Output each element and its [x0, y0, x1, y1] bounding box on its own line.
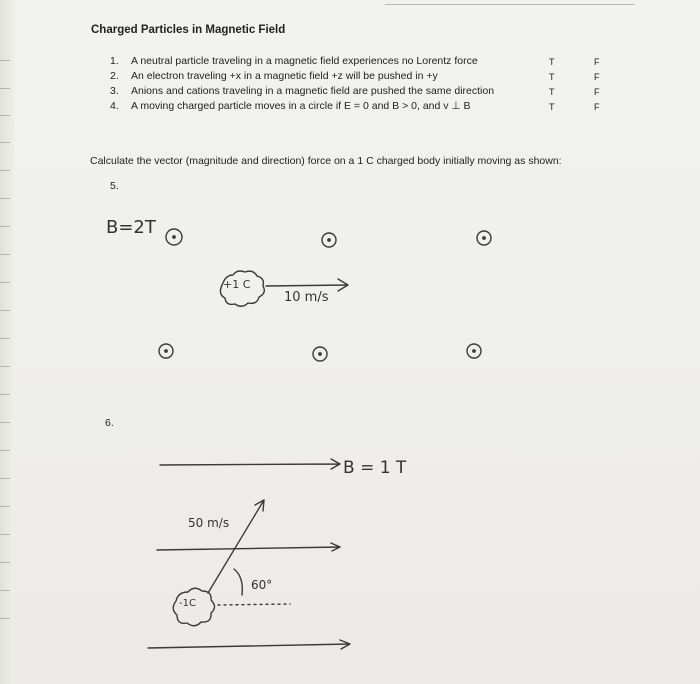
question-number: 2. — [110, 70, 119, 82]
false-option[interactable]: F — [594, 57, 600, 67]
question-text: A moving charged particle moves in a circle if E = 0 and B > 0, and v ⊥ B — [131, 100, 471, 112]
problem-6-charge-label: -1C — [179, 598, 196, 609]
field-out-of-page-icon — [322, 233, 336, 247]
question-text: A neutral particle traveling in a magnetic field experiences no Lorentz force — [131, 55, 478, 67]
question-number: 1. — [110, 55, 119, 67]
field-line-arrow-icon — [148, 640, 350, 649]
field-line-arrow-icon — [160, 459, 340, 469]
true-option[interactable]: T — [549, 102, 555, 112]
problem-6-speed-label: 50 m/s — [188, 516, 230, 530]
angle-arc-icon — [234, 569, 242, 595]
charge-blob-icon — [173, 588, 214, 626]
reference-dotted-line — [218, 604, 290, 605]
worksheet-title: Charged Particles in Magnetic Field — [91, 24, 286, 36]
instruction-text: Calculate the vector (magnitude and direction) force on a 1 C charged body initially moving as shown: — [90, 155, 562, 167]
field-out-of-page-icon — [159, 344, 173, 358]
question-number: 3. — [110, 85, 119, 97]
problem-6-angle-label: 60° — [251, 578, 273, 592]
field-out-of-page-icon — [477, 231, 491, 245]
false-option[interactable]: F — [594, 102, 600, 112]
problem-6-field-label: B = 1 T — [343, 458, 407, 478]
problem-5-velocity-label: 10 m/s — [284, 290, 329, 305]
field-out-of-page-icon — [313, 347, 327, 361]
velocity-arrow-icon — [266, 279, 348, 291]
charge-blob-icon — [220, 271, 264, 306]
question-number: 4. — [110, 100, 119, 112]
false-option[interactable]: F — [594, 72, 600, 82]
problem-6-number: 6. — [105, 417, 114, 429]
problem-5-field-label: B=2T — [106, 217, 156, 238]
problem-5-charge-label: +1 C — [223, 278, 251, 291]
velocity-arrow-icon — [208, 500, 264, 593]
true-option[interactable]: T — [549, 57, 555, 67]
true-option[interactable]: T — [549, 87, 555, 97]
question-text: Anions and cations traveling in a magnetic field are pushed the same direction — [131, 85, 495, 97]
field-out-of-page-icon — [467, 344, 481, 358]
true-option[interactable]: T — [549, 72, 555, 82]
false-option[interactable]: F — [594, 87, 600, 97]
problem-5-number: 5. — [110, 180, 119, 192]
field-line-arrow-icon — [157, 543, 340, 551]
field-out-of-page-icon — [166, 229, 182, 245]
question-text: An electron traveling +x in a magnetic field +z will be pushed in +y — [131, 70, 438, 82]
